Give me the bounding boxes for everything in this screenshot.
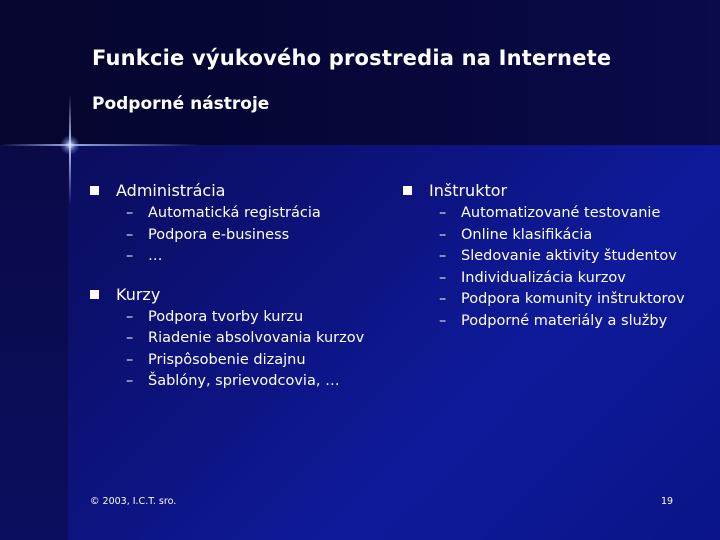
list-item-text: Šablóny, sprievodcovia, …	[148, 373, 340, 389]
list-item	[439, 268, 703, 290]
sub-list-kurzy	[90, 307, 390, 393]
list-item	[126, 350, 390, 372]
right-column	[403, 180, 703, 332]
dash-bullet: –	[126, 373, 134, 389]
dash-bullet: –	[439, 291, 447, 307]
footer-copyright: © 2003, I.C.T. sro.	[90, 496, 177, 507]
list-item-text: Podpora e-business	[148, 226, 290, 243]
square-bullet-icon	[90, 290, 99, 299]
dash-bullet: –	[126, 351, 134, 368]
list-item	[126, 371, 390, 393]
title-band	[0, 0, 720, 145]
list-item	[126, 225, 390, 247]
list-item-text: …	[148, 248, 163, 264]
sparkle-horizontal	[0, 144, 200, 146]
sub-list-instruktor	[403, 203, 703, 332]
bullet-label: Kurzy	[116, 284, 161, 304]
sparkle-icon	[60, 135, 80, 155]
dash-bullet: –	[126, 308, 134, 325]
list-item	[439, 311, 703, 333]
list-item	[439, 246, 703, 268]
dash-bullet: –	[439, 226, 447, 243]
list-item-text: Sledovanie aktivity študentov	[461, 248, 677, 264]
list-item-text: Podpora komunity inštruktorov	[461, 291, 685, 307]
list-item-text: Online klasifikácia	[461, 226, 593, 243]
dash-bullet: –	[439, 248, 447, 264]
bullet-administracia	[90, 180, 390, 202]
list-item	[126, 246, 390, 268]
dash-bullet: –	[126, 248, 134, 264]
dash-bullet: –	[439, 269, 447, 286]
bullet-instruktor	[403, 180, 703, 202]
list-item-text: Podporné materiály a služby	[461, 312, 668, 329]
list-item-text: Prispôsobenie dizajnu	[148, 351, 306, 368]
list-item	[126, 203, 390, 225]
slide-title: Funkcie výukového prostredia na Internete	[92, 46, 612, 70]
bullet-label: Administrácia	[116, 181, 226, 200]
sub-list-administracia	[90, 203, 390, 268]
list-item-text: Automatizované testovanie	[461, 205, 661, 221]
left-band	[0, 145, 68, 540]
dash-bullet: –	[126, 226, 134, 243]
dash-bullet: –	[126, 330, 134, 346]
bullet-kurzy	[90, 284, 390, 306]
page-number: 19	[661, 496, 674, 507]
list-item-text: Automatická registrácia	[148, 205, 321, 221]
list-item-text: Riadenie absolvovania kurzov	[148, 330, 365, 346]
dash-bullet: –	[439, 312, 447, 329]
list-item	[439, 289, 703, 311]
dash-bullet: –	[439, 205, 447, 221]
bullet-label: Inštruktor	[429, 181, 508, 200]
list-item-text: Individualizácia kurzov	[461, 269, 626, 286]
list-item	[126, 307, 390, 329]
list-item	[439, 203, 703, 225]
list-item	[126, 328, 390, 350]
list-item-text: Podpora tvorby kurzu	[148, 308, 304, 325]
dash-bullet: –	[126, 205, 134, 221]
square-bullet-icon	[403, 186, 412, 195]
list-item	[439, 225, 703, 247]
left-column	[90, 180, 390, 393]
square-bullet-icon	[90, 186, 99, 195]
slide-subtitle: Podporné nástroje	[92, 94, 270, 114]
